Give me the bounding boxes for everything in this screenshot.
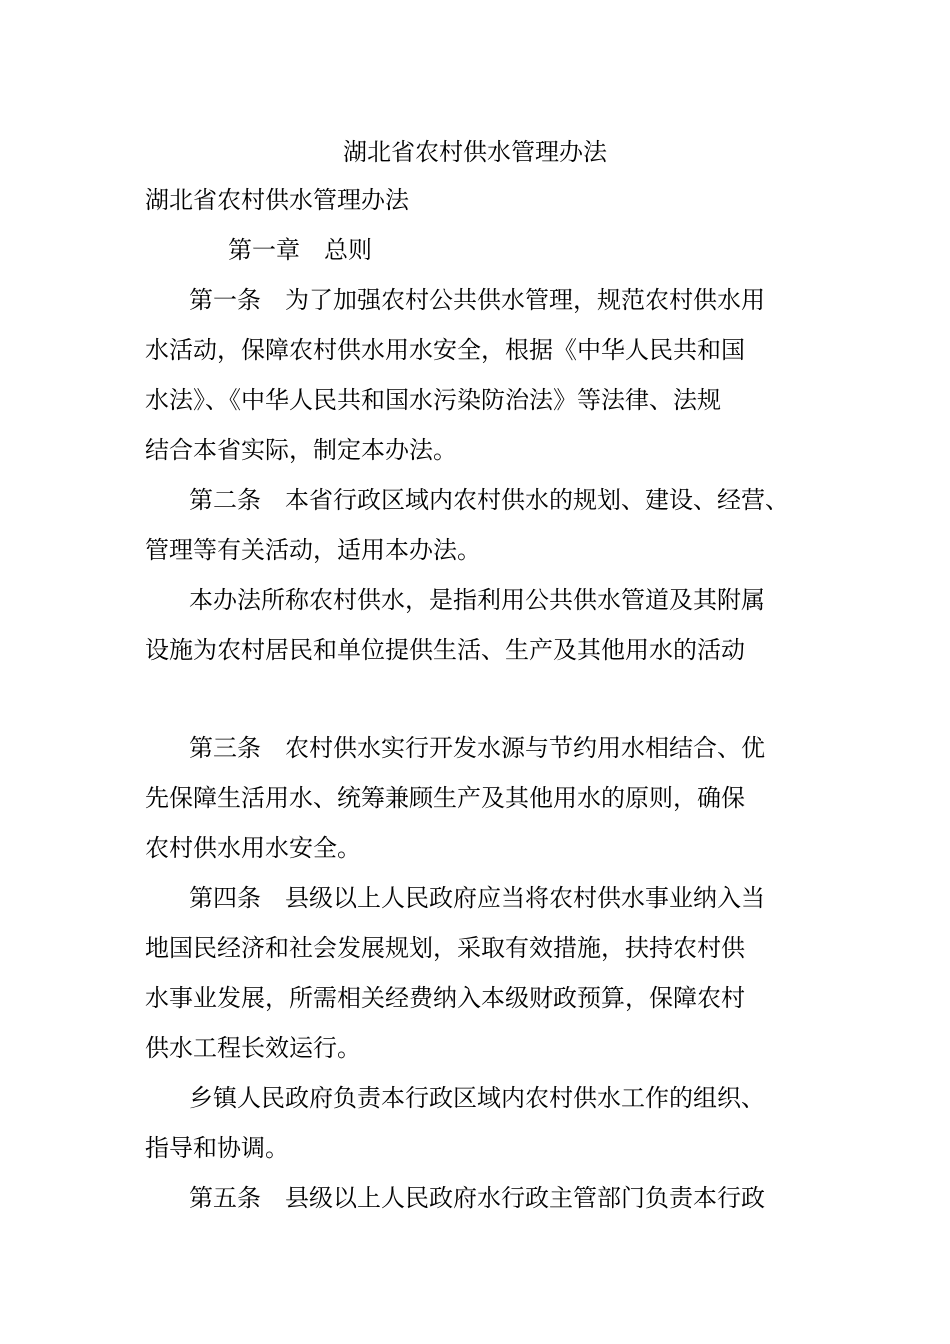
article-4-line-4: 供水工程长效运行。 xyxy=(145,1034,361,1062)
article-5-line-1: 第五条 县级以上人民政府水行政主管部门负责本行政 xyxy=(189,1184,765,1212)
article-3-line-2: 先保障生活用水、统筹兼顾生产及其他用水的原则，确保 xyxy=(145,784,745,812)
article-4-line-3: 水事业发展，所需相关经费纳入本级财政预算，保障农村 xyxy=(145,984,745,1012)
article-1-line-1: 第一条 为了加强农村公共供水管理，规范农村供水用 xyxy=(189,286,765,314)
article-4-line-1: 第四条 县级以上人民政府应当将农村供水事业纳入当 xyxy=(189,884,765,912)
document-title: 湖北省农村供水管理办法 xyxy=(343,138,607,166)
article-2-para2-line-2: 设施为农村居民和单位提供生活、生产及其他用水的活动 xyxy=(145,636,745,664)
article-4-para2-line-1: 乡镇人民政府负责本行政区域内农村供水工作的组织、 xyxy=(189,1084,765,1112)
article-3-line-1: 第三条 农村供水实行开发水源与节约用水相结合、优 xyxy=(189,734,765,762)
document-subtitle: 湖北省农村供水管理办法 xyxy=(145,186,409,214)
article-1-line-3: 水法》、《中华人民共和国水污染防治法》等法律、法规 xyxy=(145,386,721,414)
article-3-line-3: 农村供水用水安全。 xyxy=(145,834,361,862)
article-4-line-2: 地国民经济和社会发展规划，采取有效措施，扶持农村供 xyxy=(145,934,745,962)
article-2-line-1: 第二条 本省行政区域内农村供水的规划、建设、经营、 xyxy=(189,486,789,514)
chapter-heading xyxy=(228,230,372,270)
article-2-line-2: 管理等有关活动，适用本办法。 xyxy=(145,536,481,564)
chapter-number: 第一章 xyxy=(228,236,300,264)
chapter-name: 总则 xyxy=(324,236,372,264)
article-1-line-4: 结合本省实际，制定本办法。 xyxy=(145,436,457,464)
article-1-line-2: 水活动，保障农村供水用水安全，根据《中华人民共和国 xyxy=(145,336,745,364)
article-2-para2-line-1: 本办法所称农村供水，是指利用公共供水管道及其附属 xyxy=(189,586,765,614)
article-4-para2-line-2: 指导和协调。 xyxy=(145,1134,289,1162)
